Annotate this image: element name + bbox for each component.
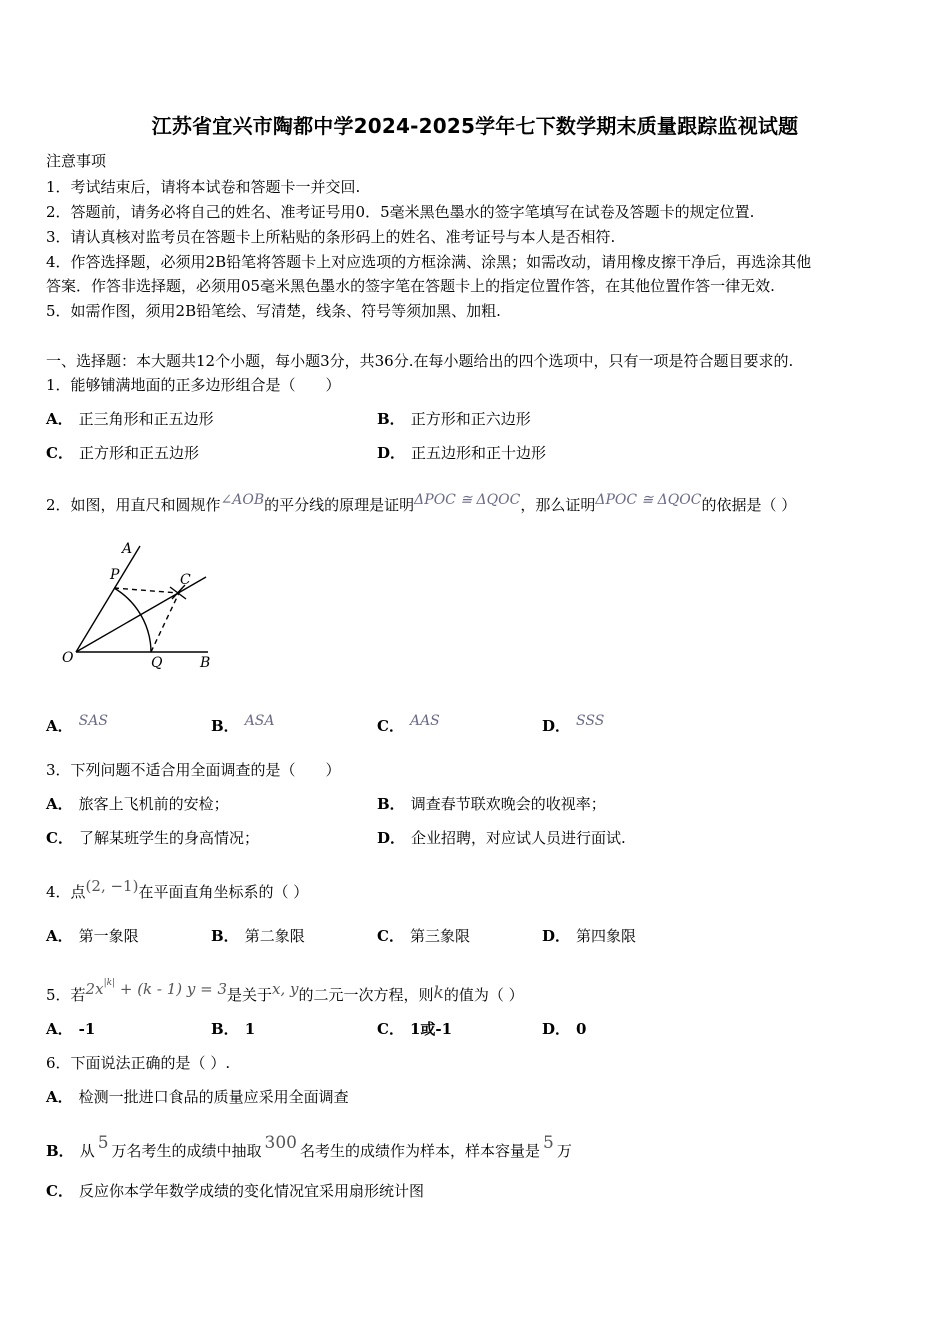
- q2-math-congruence-2: ΔPOC ≅ ΔQOC: [595, 492, 702, 508]
- q6-option-b[interactable]: B． 从 5 万名考生的成绩中抽取 300 名考生的成绩作为样本，样本容量是 5 万: [46, 1133, 572, 1160]
- ray-oa: [76, 546, 140, 652]
- q4-option-b[interactable]: B． 第二象限: [211, 927, 305, 945]
- q4-math-point: (2, −1): [85, 877, 139, 895]
- label-c: C: [180, 572, 191, 588]
- q1-option-b[interactable]: B． 正方形和正六边形: [377, 410, 531, 428]
- q3-stem: 3．下列问题不适合用全面调查的是（ ）: [46, 761, 341, 779]
- q2-option-d[interactable]: D． SSS: [542, 713, 605, 735]
- notice-item-5: 5．如需作图，须用2B铅笔绘、写清楚，线条、符号等须加黑、加粗.: [46, 302, 501, 320]
- q5-math-vars: x, y: [272, 980, 299, 998]
- q5-option-a[interactable]: A． -1: [46, 1020, 96, 1038]
- label-o: O: [62, 650, 74, 666]
- notice-item-2: 2．答题前，请务必将自己的姓名、准考证号用0．5毫米黑色墨水的签字笔填写在试卷及答题卡的规定位置.: [46, 203, 755, 221]
- notice-item-4-cont: 答案．作答非选择题，必须用05毫米黑色墨水的签字笔在答题卡上的指定位置作答，在其他位置作答一律无效.: [46, 277, 775, 295]
- q1-option-c[interactable]: C． 正方形和正五边形: [46, 444, 199, 462]
- q6-option-c[interactable]: C． 反应你本学年数学成绩的变化情况宜采用扇形统计图: [46, 1182, 424, 1200]
- q2-math-angle: ∠AOB: [220, 492, 265, 508]
- q2-stem: 2．如图，用直尺和圆规作∠AOB的平分线的原理是证明ΔPOC ≅ ΔQOC，那么证明ΔPOC ≅ ΔQOC的依据是（ ）: [46, 492, 797, 514]
- q4-stem: 4．点(2, −1)在平面直角坐标系的（ ）: [46, 877, 309, 901]
- segment-qc: [151, 593, 179, 652]
- q3-option-b[interactable]: B． 调查春节联欢晚会的收视率；: [377, 795, 606, 813]
- notice-heading: 注意事项: [46, 152, 107, 170]
- segment-pc: [114, 588, 179, 593]
- label-p: P: [110, 567, 120, 583]
- q4-option-a[interactable]: A． 第一象限: [46, 927, 139, 945]
- q2-option-b[interactable]: B． ASA: [211, 713, 275, 735]
- q3-option-c[interactable]: C． 了解某班学生的身高情况；: [46, 829, 259, 847]
- q2-option-a[interactable]: A． SAS: [46, 713, 108, 735]
- q6-option-a[interactable]: A． 检测一批进口食品的质量应采用全面调查: [46, 1088, 349, 1106]
- q5-stem: 5．若$2x^{|k|} + (k - 1) y = 3$是关于x, y的二元一次方程，则k的值为（ ）: [46, 978, 524, 1004]
- q4-option-c[interactable]: C． 第三象限: [377, 927, 470, 945]
- q6-stem: 6．下面说法正确的是（ ）.: [46, 1054, 231, 1072]
- q5-option-c[interactable]: C． 1或-1: [377, 1020, 453, 1038]
- label-q: Q: [151, 655, 163, 671]
- q2-angle-bisector-figure: [58, 535, 228, 675]
- label-a: A: [122, 541, 133, 557]
- q2-option-c[interactable]: C． AAS: [377, 713, 440, 735]
- notice-item-4: 4．作答选择题，必须用2B铅笔将答题卡上对应选项的方框涂满、涂黑；如需改动，请用橡皮擦干净后，再选涂其他: [46, 253, 812, 271]
- label-b: B: [200, 655, 211, 671]
- q1-stem: 1．能够铺满地面的正多边形组合是（ ）: [46, 376, 341, 394]
- q5-math-k: k: [433, 983, 444, 1003]
- q2-math-congruence-1: ΔPOC ≅ ΔQOC: [414, 492, 521, 508]
- q5-math-equation: $2x^{|k|} + (k - 1) y = 3$: [85, 978, 228, 998]
- q5-option-d[interactable]: D． 0: [542, 1020, 587, 1038]
- page-title: 江苏省宜兴市陶都中学2024-2025学年七下数学期末质量跟踪监视试题: [151, 114, 799, 138]
- notice-item-1: 1．考试结束后，请将本试卷和答题卡一并交回.: [46, 178, 361, 196]
- notice-item-3: 3．请认真核对监考员在答题卡上所粘贴的条形码上的姓名、准考证号与本人是否相符.: [46, 228, 616, 246]
- q5-option-b[interactable]: B． 1: [211, 1020, 256, 1038]
- q3-option-a[interactable]: A． 旅客上飞机前的安检；: [46, 795, 229, 813]
- q1-option-d[interactable]: D． 正五边形和正十边形: [377, 444, 547, 462]
- q1-option-a[interactable]: A． 正三角形和正五边形: [46, 410, 214, 428]
- section-heading: 一、选择题：本大题共12个小题，每小题3分，共36分.在每小题给出的四个选项中，只有一项是符合题目要求的.: [46, 352, 794, 370]
- q4-option-d[interactable]: D． 第四象限: [542, 927, 637, 945]
- q3-option-d[interactable]: D． 企业招聘，对应试人员进行面试.: [377, 829, 626, 847]
